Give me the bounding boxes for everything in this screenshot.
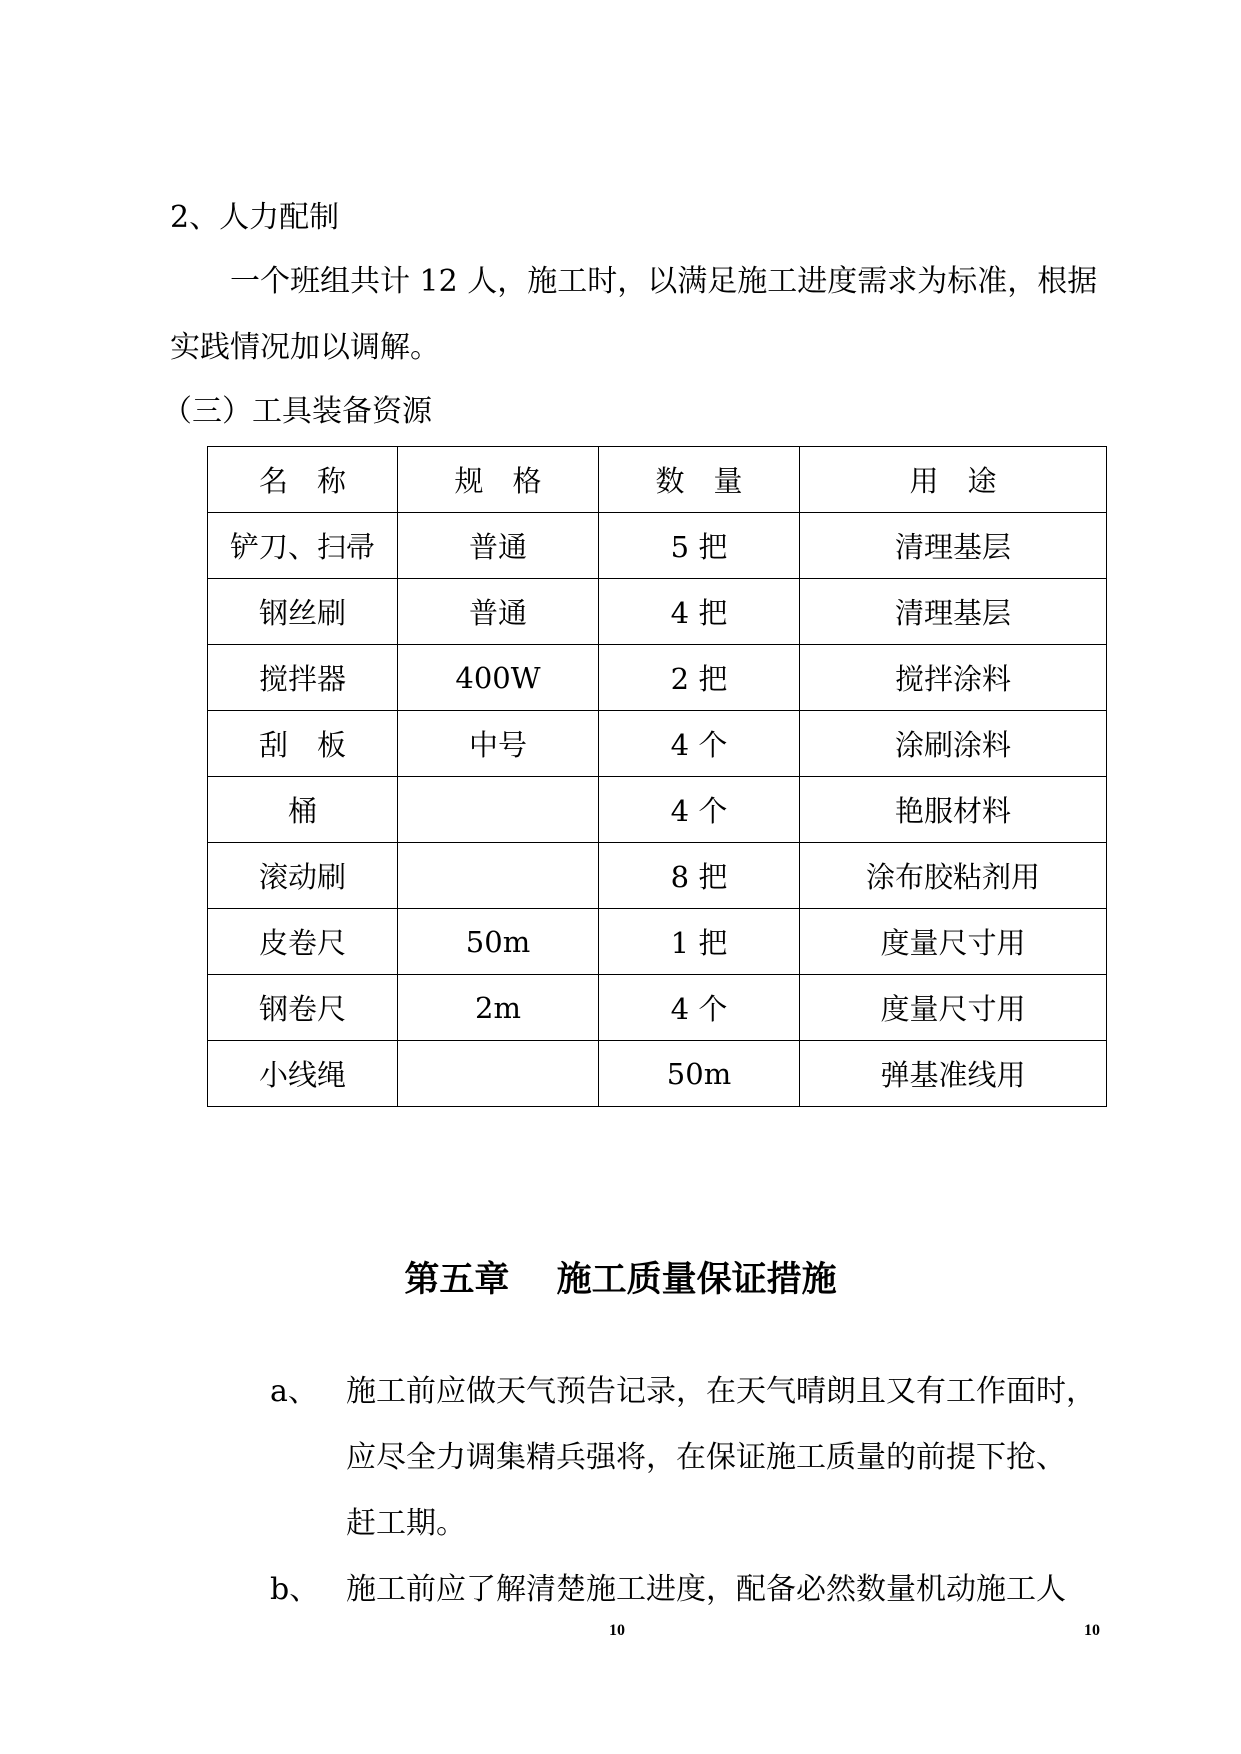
table-cell: 度量尺寸用 — [800, 909, 1107, 975]
table-header-row — [208, 447, 1107, 513]
table-cell: 1 把 — [599, 909, 800, 975]
table-cell: 钢卷尺 — [208, 975, 398, 1041]
table-cell — [398, 1041, 599, 1107]
table-cell: 50m — [599, 1041, 800, 1107]
table-header-cell: 名 称 — [208, 447, 398, 513]
table-cell: 铲刀、扫帚 — [208, 513, 398, 579]
table-cell: 刮 板 — [208, 711, 398, 777]
table-row — [208, 909, 1107, 975]
table-cell: 皮卷尺 — [208, 909, 398, 975]
table-cell: 4 把 — [599, 579, 800, 645]
table-cell — [398, 777, 599, 843]
list-item-a-line-3: 赶工期。 — [346, 1506, 466, 1541]
table-cell: 50m — [398, 909, 599, 975]
table-cell: 普通 — [398, 513, 599, 579]
table-cell: 清理基层 — [800, 579, 1107, 645]
list-item-b-line-1: 施工前应了解清楚施工进度，配备必然数量机动施工人 — [346, 1572, 1066, 1607]
table-cell: 5 把 — [599, 513, 800, 579]
tools-table — [207, 446, 1107, 1107]
table-row — [208, 843, 1107, 909]
table-cell: 中号 — [398, 711, 599, 777]
table-header-cell: 规 格 — [398, 447, 599, 513]
table-cell: 滚动刷 — [208, 843, 398, 909]
table-row — [208, 579, 1107, 645]
table-cell: 8 把 — [599, 843, 800, 909]
table-cell: 弹基准线用 — [800, 1041, 1107, 1107]
table-row — [208, 513, 1107, 579]
list-item-a-line-1: 施工前应做天气预告记录，在天气晴朗且又有工作面时， — [346, 1374, 1096, 1409]
table-cell — [398, 843, 599, 909]
page-number-right: 10 — [1084, 1622, 1100, 1639]
table-cell: 2 把 — [599, 645, 800, 711]
table-cell: 4 个 — [599, 777, 800, 843]
page-number-center: 10 — [609, 1622, 625, 1639]
list-marker-b: b、 — [270, 1572, 320, 1607]
section-heading: 2、人力配制 — [170, 200, 340, 235]
chapter-title: 第五章 施工质量保证措施 — [404, 1259, 837, 1300]
table-header-cell: 数 量 — [599, 447, 800, 513]
table-cell: 涂布胶粘剂用 — [800, 843, 1107, 909]
table-cell: 搅拌器 — [208, 645, 398, 711]
table-cell: 400W — [398, 645, 599, 711]
paragraph-line-1: 一个班组共计 12 人，施工时，以满足施工进度需求为标准，根据 — [230, 264, 1098, 299]
table-cell: 度量尺寸用 — [800, 975, 1107, 1041]
table-cell: 艳服材料 — [800, 777, 1107, 843]
table-cell: 桶 — [208, 777, 398, 843]
subsection-heading: （三）工具装备资源 — [162, 394, 432, 429]
table-row — [208, 645, 1107, 711]
table-row — [208, 1041, 1107, 1107]
table-cell: 普通 — [398, 579, 599, 645]
table-cell: 2m — [398, 975, 599, 1041]
table-row — [208, 777, 1107, 843]
table-cell: 4 个 — [599, 975, 800, 1041]
table-cell: 钢丝刷 — [208, 579, 398, 645]
paragraph-line-2: 实践情况加以调解。 — [170, 330, 440, 365]
table-cell: 搅拌涂料 — [800, 645, 1107, 711]
list-item-a-line-2: 应尽全力调集精兵强将，在保证施工质量的前提下抢、 — [346, 1440, 1066, 1475]
table-cell: 小线绳 — [208, 1041, 398, 1107]
table-cell: 4 个 — [599, 711, 800, 777]
table-header-cell: 用 途 — [800, 447, 1107, 513]
table-cell: 涂刷涂料 — [800, 711, 1107, 777]
table-cell: 清理基层 — [800, 513, 1107, 579]
list-marker-a: a、 — [270, 1374, 318, 1409]
table-row — [208, 975, 1107, 1041]
table-row — [208, 711, 1107, 777]
